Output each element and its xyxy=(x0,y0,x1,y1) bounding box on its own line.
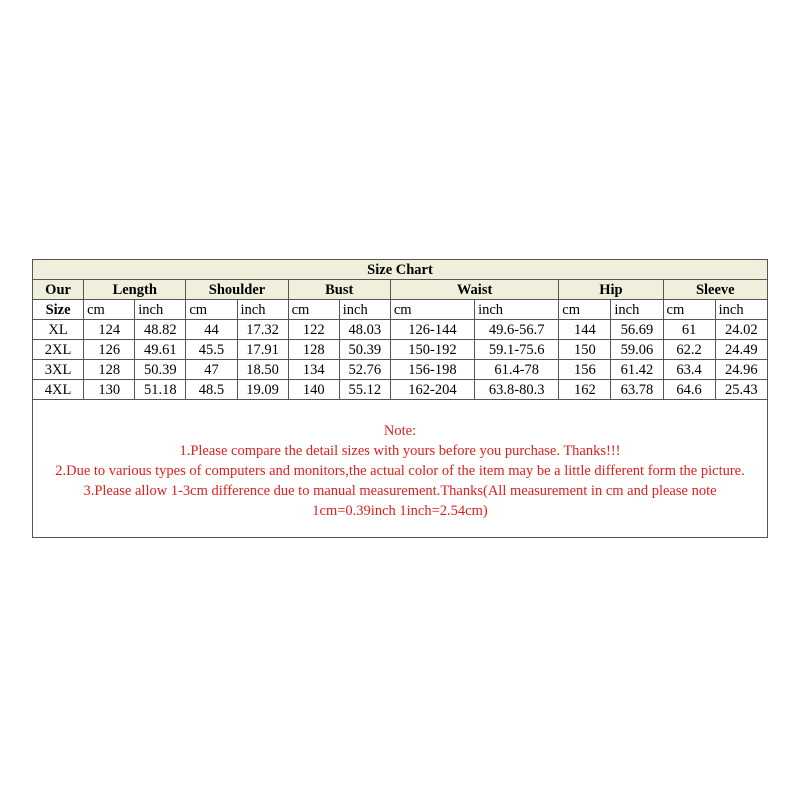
waist-cm-cell: 126-144 xyxy=(390,320,474,340)
sleeve-inch-cell: 25.43 xyxy=(715,380,767,400)
unit-cm: cm xyxy=(559,300,611,320)
bust-cm-cell: 140 xyxy=(288,380,339,400)
length-inch-cell: 51.18 xyxy=(135,380,186,400)
length-cm-cell: 128 xyxy=(84,360,135,380)
shoulder-inch-cell: 17.91 xyxy=(237,340,288,360)
hip-inch-cell: 56.69 xyxy=(611,320,663,340)
unit-inch: inch xyxy=(475,300,559,320)
note-line: 2.Due to various types of computers and monitors,the actual color of the item may be a little different form the picture. xyxy=(55,463,745,479)
notes-panel xyxy=(32,400,768,538)
bust-inch-cell: 48.03 xyxy=(339,320,390,340)
unit-inch: inch xyxy=(237,300,288,320)
bust-cm-cell: 134 xyxy=(288,360,339,380)
hip-inch-cell: 61.42 xyxy=(611,360,663,380)
sleeve-inch-cell: 24.49 xyxy=(715,340,767,360)
waist-cm-cell: 150-192 xyxy=(390,340,474,360)
waist-inch-cell: 59.1-75.6 xyxy=(475,340,559,360)
table-row xyxy=(33,320,768,340)
bust-cm-cell: 128 xyxy=(288,340,339,360)
header-length: Length xyxy=(84,280,186,300)
unit-cm: cm xyxy=(186,300,237,320)
note-line: 1.Please compare the detail sizes with yours before you purchase. Thanks!!! xyxy=(179,443,621,459)
unit-inch: inch xyxy=(135,300,186,320)
sleeve-inch-cell: 24.96 xyxy=(715,360,767,380)
header-bust: Bust xyxy=(288,280,390,300)
hip-cm-cell: 150 xyxy=(559,340,611,360)
length-cm-cell: 130 xyxy=(84,380,135,400)
waist-inch-cell: 63.8-80.3 xyxy=(475,380,559,400)
unit-inch: inch xyxy=(339,300,390,320)
note-heading: Note: xyxy=(383,423,417,439)
size-chart-table xyxy=(32,259,768,400)
hip-cm-cell: 156 xyxy=(559,360,611,380)
waist-inch-cell: 61.4-78 xyxy=(475,360,559,380)
unit-inch: inch xyxy=(611,300,663,320)
table-row xyxy=(33,360,768,380)
bust-inch-cell: 52.76 xyxy=(339,360,390,380)
size-cell: 4XL xyxy=(33,380,84,400)
shoulder-cm-cell: 44 xyxy=(186,320,237,340)
bust-inch-cell: 55.12 xyxy=(339,380,390,400)
sleeve-cm-cell: 64.6 xyxy=(663,380,715,400)
table-row xyxy=(33,340,768,360)
shoulder-inch-cell: 17.32 xyxy=(237,320,288,340)
shoulder-cm-cell: 48.5 xyxy=(186,380,237,400)
hip-cm-cell: 144 xyxy=(559,320,611,340)
sleeve-cm-cell: 61 xyxy=(663,320,715,340)
table-row xyxy=(33,380,768,400)
length-inch-cell: 49.61 xyxy=(135,340,186,360)
shoulder-inch-cell: 19.09 xyxy=(237,380,288,400)
bust-inch-cell: 50.39 xyxy=(339,340,390,360)
bust-cm-cell: 122 xyxy=(288,320,339,340)
our-label: Our xyxy=(33,280,84,300)
waist-cm-cell: 162-204 xyxy=(390,380,474,400)
shoulder-cm-cell: 45.5 xyxy=(186,340,237,360)
header-waist: Waist xyxy=(390,280,558,300)
hip-inch-cell: 63.78 xyxy=(611,380,663,400)
hip-cm-cell: 162 xyxy=(559,380,611,400)
header-sleeve: Sleeve xyxy=(663,280,767,300)
shoulder-cm-cell: 47 xyxy=(186,360,237,380)
title-row xyxy=(33,260,768,280)
note-line: 3.Please allow 1-3cm difference due to manual measurement.Thanks(All measurement in cm and please note xyxy=(83,483,717,499)
length-cm-cell: 124 xyxy=(84,320,135,340)
size-cell: 2XL xyxy=(33,340,84,360)
unit-header-row xyxy=(33,300,768,320)
length-inch-cell: 50.39 xyxy=(135,360,186,380)
group-header-row xyxy=(33,280,768,300)
note-line: 1cm=0.39inch 1inch=2.54cm) xyxy=(312,503,488,519)
unit-cm: cm xyxy=(390,300,474,320)
size-chart xyxy=(32,259,768,538)
sleeve-cm-cell: 63.4 xyxy=(663,360,715,380)
shoulder-inch-cell: 18.50 xyxy=(237,360,288,380)
chart-title: Size Chart xyxy=(33,260,768,280)
unit-inch: inch xyxy=(715,300,767,320)
sleeve-inch-cell: 24.02 xyxy=(715,320,767,340)
header-hip: Hip xyxy=(559,280,663,300)
length-inch-cell: 48.82 xyxy=(135,320,186,340)
unit-cm: cm xyxy=(84,300,135,320)
waist-inch-cell: 49.6-56.7 xyxy=(475,320,559,340)
waist-cm-cell: 156-198 xyxy=(390,360,474,380)
size-cell: XL xyxy=(33,320,84,340)
length-cm-cell: 126 xyxy=(84,340,135,360)
unit-cm: cm xyxy=(663,300,715,320)
size-cell: 3XL xyxy=(33,360,84,380)
sleeve-cm-cell: 62.2 xyxy=(663,340,715,360)
size-label: Size xyxy=(33,300,84,320)
header-shoulder: Shoulder xyxy=(186,280,288,300)
unit-cm: cm xyxy=(288,300,339,320)
hip-inch-cell: 59.06 xyxy=(611,340,663,360)
